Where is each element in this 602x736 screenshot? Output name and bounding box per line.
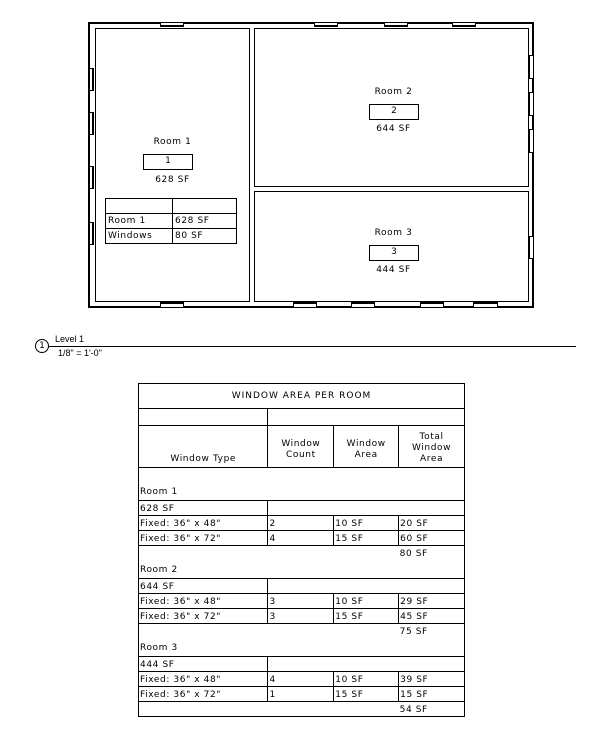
cell-window-area: 10 SF [334,594,399,609]
cell-window-count: 3 [268,594,334,609]
table-row [106,229,237,244]
cell-total-area: 60 SF [399,531,465,546]
table-cell [106,199,173,214]
room-name-label: Room 1 [153,137,192,147]
cell-window-area: 15 SF [334,609,399,624]
table-cell [268,409,465,426]
table-cell: 80 SF [173,229,237,244]
room-area-label: 628 SF [155,175,190,185]
cell-total-area: 20 SF [399,516,465,531]
schedule-title-row [139,384,465,409]
view-title-line [49,346,576,347]
table-row[interactable] [139,672,465,687]
window-top-3[interactable] [384,22,408,27]
window-right-4[interactable] [528,236,534,259]
cell-window-type: Fixed: 36" x 48" [139,594,268,609]
exterior-wall-outer-left [88,22,90,308]
window-top-2[interactable] [314,22,338,27]
window-right-3[interactable] [528,129,534,153]
cell-total-area: 45 SF [399,609,465,624]
cell-window-type: Fixed: 36" x 48" [139,516,268,531]
room-area-label: 444 SF [376,265,411,275]
header-line: Window [412,443,452,453]
cell-window-count: 4 [268,531,334,546]
table-cell [268,657,465,672]
cell-window-type: Fixed: 36" x 72" [139,609,268,624]
window-right-1[interactable] [528,55,534,79]
room-number-tag[interactable]: 2 [369,104,419,120]
table-cell: 628 SF [173,214,237,229]
room-name-label: Room 2 [374,87,413,97]
cell-window-type: Fixed: 36" x 48" [139,672,268,687]
subtotal-row [139,624,465,639]
header-line: Area [354,450,378,460]
window-bottom-5[interactable] [473,302,498,308]
view-name: Level 1 [55,334,85,344]
room-name-label: Room 3 [374,228,413,238]
table-cell: Room 1 [106,214,173,229]
cell-window-area: 10 SF [334,516,399,531]
window-bottom-3[interactable] [351,302,375,308]
group-room-area: 644 SF [139,579,268,594]
table-cell [139,624,399,639]
view-scale: 1/8" = 1'-0" [58,348,102,358]
header-window-count[interactable] [268,426,334,468]
room-number-tag[interactable]: 3 [369,245,419,261]
subtotal-row [139,702,465,717]
cell-subtotal: 80 SF [399,546,465,561]
group-room-area: 628 SF [139,501,268,516]
subtotal-row [139,546,465,561]
cell-total-area: 39 SF [399,672,465,687]
room-number-tag[interactable]: 1 [143,154,193,170]
table-cell [139,409,268,426]
schedule-title: WINDOW AREA PER ROOM [139,384,465,409]
table-row [106,199,237,214]
cell-subtotal: 54 SF [399,702,465,717]
table-row[interactable] [139,609,465,624]
cell-window-area: 15 SF [334,531,399,546]
header-line: Total [419,432,444,442]
group-header-row [139,468,465,501]
header-window-area[interactable] [334,426,399,468]
room-area-label: 644 SF [376,124,411,134]
cell-window-type: Fixed: 36" x 72" [139,531,268,546]
view-number: 1 [39,341,45,351]
table-cell [139,702,399,717]
group-area-row [139,579,465,594]
table-cell [268,579,465,594]
window-bottom-4[interactable] [420,302,444,308]
header-line: Window [281,439,321,449]
room-1-area-table [105,198,237,244]
header-line: Window [346,439,386,449]
window-top-4[interactable] [452,22,476,27]
window-bottom-2[interactable] [293,302,317,308]
window-bottom-1[interactable] [160,302,184,308]
group-room-name: Room 2 [139,560,465,579]
table-cell: Windows [106,229,173,244]
group-room-area: 444 SF [139,657,268,672]
group-room-name: Room 1 [139,468,465,501]
window-left-1[interactable] [89,68,94,91]
cell-total-area: 15 SF [399,687,465,702]
group-room-name: Room 3 [139,638,465,657]
table-cell [173,199,237,214]
table-cell [139,546,399,561]
table-row[interactable] [139,516,465,531]
table-row[interactable] [139,594,465,609]
table-row[interactable] [139,531,465,546]
view-number-circle [35,339,49,353]
group-header-row [139,560,465,579]
cell-window-count: 4 [268,672,334,687]
cell-window-count: 1 [268,687,334,702]
cell-total-area: 29 SF [399,594,465,609]
table-row [106,214,237,229]
cell-window-count: 3 [268,609,334,624]
group-area-row [139,657,465,672]
cell-window-area: 10 SF [334,672,399,687]
group-header-row [139,638,465,657]
schedule-spacer-row [139,409,465,426]
header-line: Area [420,454,444,464]
cell-window-type: Fixed: 36" x 72" [139,687,268,702]
table-cell [268,501,465,516]
cell-window-count: 2 [268,516,334,531]
header-window-type[interactable]: Window Type [139,426,268,468]
window-top-1[interactable] [160,22,184,27]
schedule-header-row [139,426,465,468]
window-left-4[interactable] [89,222,94,245]
cell-subtotal: 75 SF [399,624,465,639]
header-line: Count [285,450,316,460]
window-left-2[interactable] [89,112,94,135]
table-row[interactable] [139,687,465,702]
window-area-schedule [138,383,465,717]
group-area-row [139,501,465,516]
header-total-window-area[interactable] [399,426,465,468]
window-left-3[interactable] [89,166,94,189]
window-right-2[interactable] [528,92,534,116]
cell-window-area: 15 SF [334,687,399,702]
